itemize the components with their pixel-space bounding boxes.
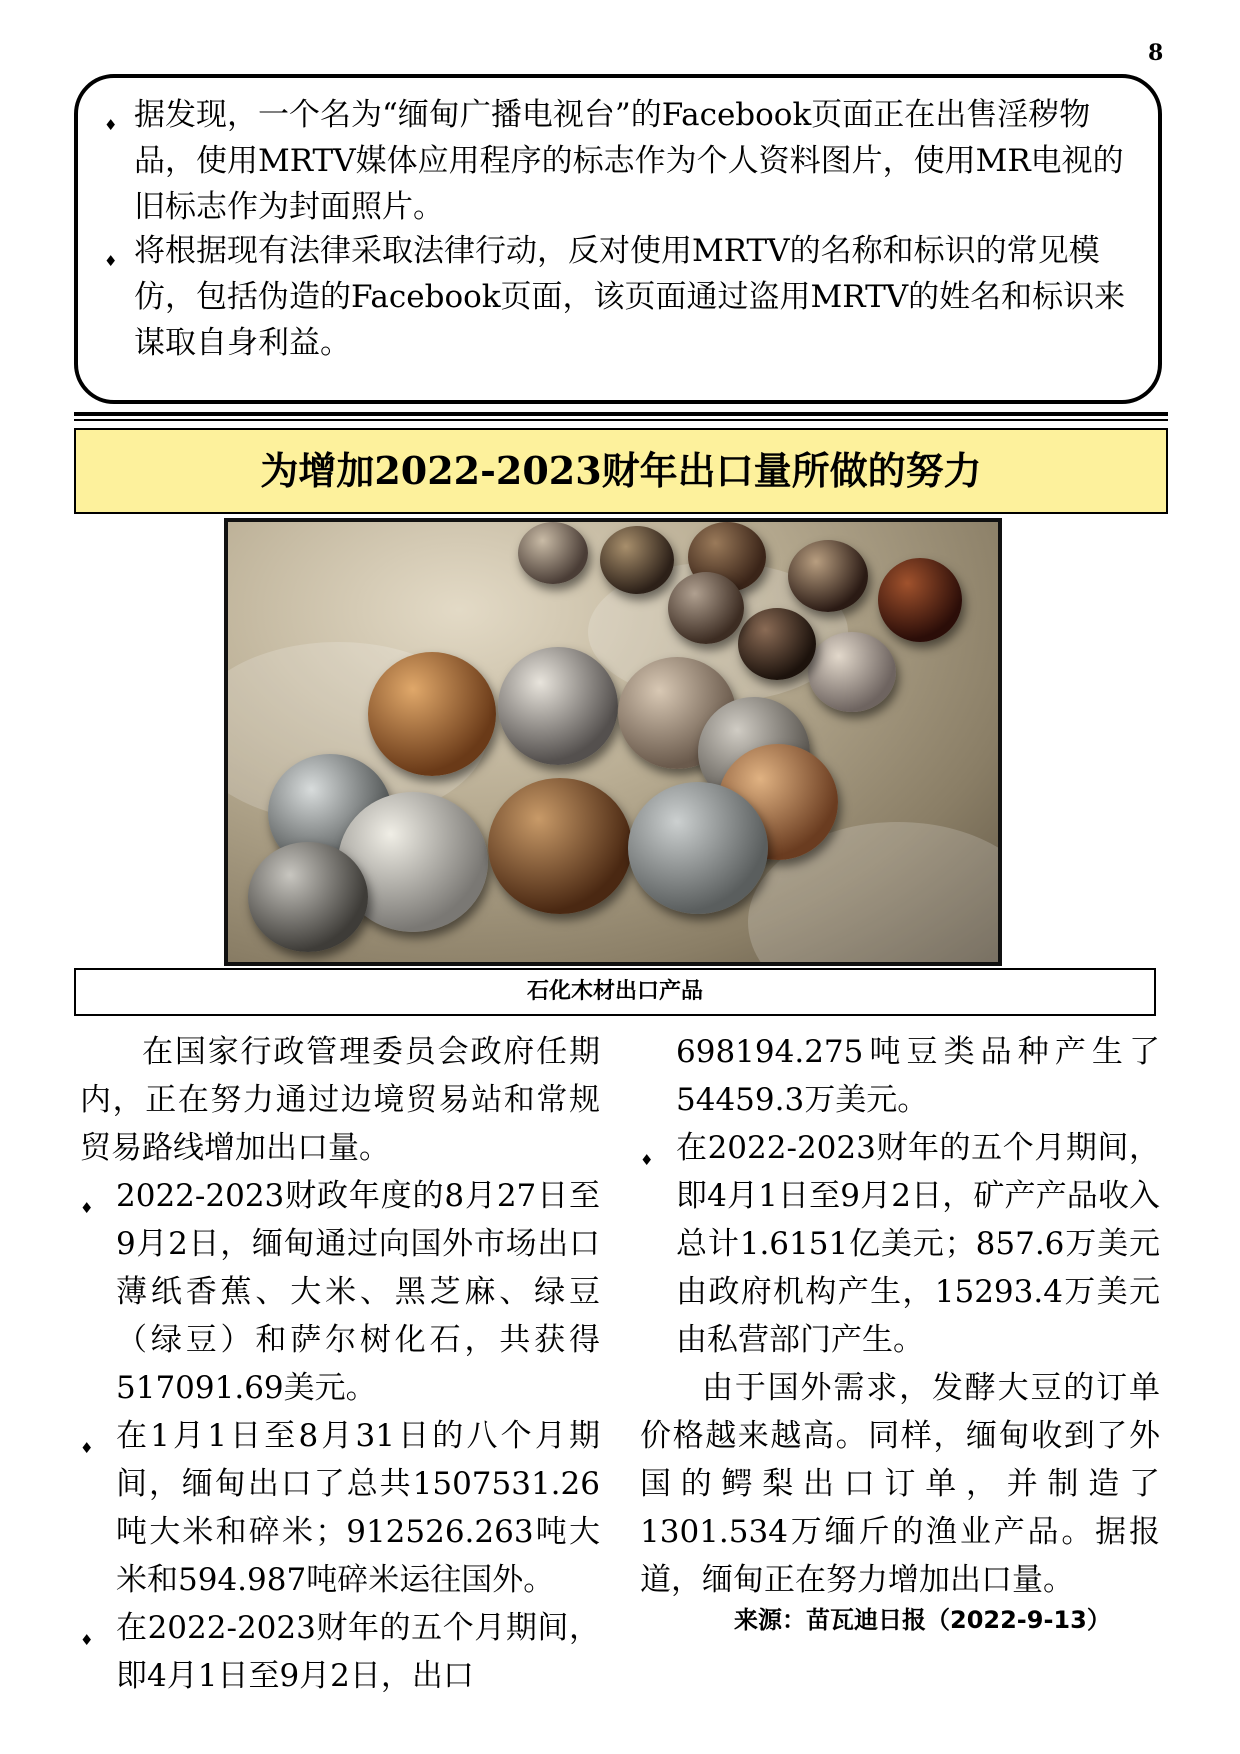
notice-text: 将根据现有法律采取法律行动，反对使用MRTV的名称和标识的常见模仿，包括伪造的Facebook页面，该页面通过盗用MRTV的姓名和标识来谋取自身利益。 (134, 233, 1126, 361)
list-item-text: 在2022-2023财年的五个月期间，即4月1日至9月2日，出口 (116, 1610, 600, 1694)
diamond-bullet-icon: ♦ (104, 252, 118, 270)
source-credit: 来源：苗瓦迪日报（2022-9-13） (734, 1606, 1111, 1634)
list-item-text: 2022-2023财政年度的8月27日至9月2日，缅甸通过向国外市场出口薄纸香蕉、大米、黑芝麻、绿豆（绿豆）和萨尔树化石，共获得517091.69美元。 (116, 1178, 600, 1406)
diamond-bullet-icon: ♦ (80, 1439, 94, 1457)
list-item (80, 1172, 600, 1412)
left-column (80, 1028, 600, 1700)
diamond-bullet-icon: ♦ (104, 116, 118, 134)
diamond-bullet-icon: ♦ (640, 1151, 654, 1169)
right-column (640, 1028, 1160, 1604)
article-title: 为增加2022-2023财年出口量所做的努力 (74, 428, 1168, 514)
notice-item (104, 92, 1134, 230)
closing-paragraph: 由于国外需求，发酵大豆的订单价格越来越高。同样，缅甸收到了外国的鳄梨出口订单，并制造了1301.534万缅斤的渔业产品。据报道，缅甸正在努力增加出口量。 (640, 1370, 1160, 1598)
divider (74, 419, 1168, 421)
notice-item (104, 228, 1134, 366)
list-item (80, 1604, 600, 1700)
intro-paragraph: 在国家行政管理委员会政府任期内，正在努力通过边境贸易站和常规贸易路线增加出口量。 (80, 1034, 600, 1166)
image-caption: 石化木材出口产品 (74, 968, 1156, 1016)
list-item-text: 在1月1日至8月31日的八个月期间，缅甸出口了总共1507531.26吨大米和碎米；912526.263吨大米和594.987吨碎米运往国外。 (116, 1418, 600, 1598)
petrified-wood-beads-photo (224, 518, 1002, 966)
diamond-bullet-icon: ♦ (80, 1199, 94, 1217)
diamond-bullet-icon: ♦ (80, 1631, 94, 1649)
divider (74, 412, 1168, 416)
list-item-text: 在2022-2023财年的五个月期间，即4月1日至9月2日，矿产产品收入总计1.6151亿美元；857.6万美元由政府机构产生，15293.4万美元由私营部门产生。 (676, 1130, 1160, 1358)
notice-text: 据发现，一个名为“缅甸广播电视台”的Facebook页面正在出售淫秽物品，使用MRTV媒体应用程序的标志作为个人资料图片，使用MR电视的旧标志作为封面照片。 (134, 97, 1124, 225)
continued-text: 698194.275吨豆类品种产生了54459.3万美元。 (676, 1034, 1160, 1118)
page-number: 8 (1148, 40, 1164, 66)
list-item (640, 1124, 1160, 1364)
notice-box (74, 74, 1162, 404)
list-item (80, 1412, 600, 1604)
